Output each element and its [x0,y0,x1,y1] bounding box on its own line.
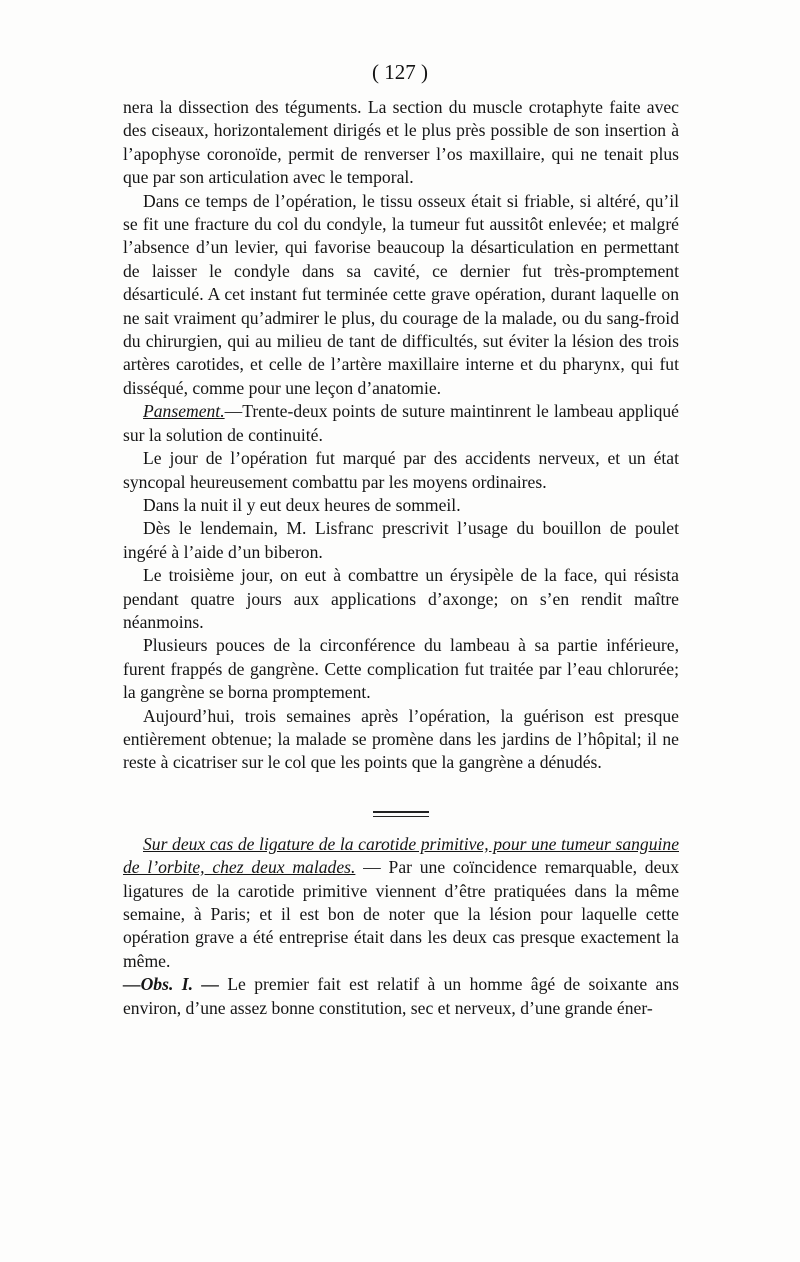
pansement-text: —Trente-deux points de suture maintinrent le lambeau appliqué sur la solution de continuité. [123,401,679,445]
section-intro-text: — Par une coïncidence remarquable, deux ligatures de la carotide primitive viennent d’être pratiquées dans la même semaine, à Paris; et il est bon de noter que la lésion pour laquelle cette opération grave a été entreprise était dans les deux cas presque exactement la même. [123,857,679,971]
section-divider [373,811,429,813]
pansement-label: Pansement. [143,401,225,422]
paragraph-gangrene: Plusieurs pouces de la circonférence du lambeau à sa partie inférieure, furent frappés de gangrène. Cette complication fut traitée par l’eau chlorurée; la gangrène se borna promptement. [123,635,679,703]
paragraph-dissection: nera la dissection des téguments. La section du muscle crotaphyte faite avec des ciseaux, horizontalement dirigés et le plus près possible de son insertion à l’apophyse coronoïde, permit de renverser l’os maxillaire, qui ne tenait plus que par son articulation avec le temporal. [123,97,679,188]
paragraph-erysipele: Le troisième jour, on eut à combattre un érysipèle de la face, qui résista pendant quatre jours aux applications d’axonge; on s’en rendit maître néanmoins. [123,565,679,632]
paragraph-lendemain: Dès le lendemain, M. Lisfranc prescrivit l’usage du bouillon de poulet ingéré à l’aide d’un biberon. [123,518,679,562]
paragraph-guerison: Aujourd’hui, trois semaines après l’opération, la guérison est presque entièrement obtenue; la malade se promène dans les jardins de l’hôpital; il ne reste à cicatriser sur le col que les points que la gangrène a dénudés. [123,705,679,773]
paragraph-observation-one [123,973,679,1020]
paragraph-operation: Dans ce temps de l’opération, le tissu osseux était si friable, si altéré, qu’il se fit une fracture du col du condyle, la tumeur fut aussitôt enlevée; et malgré l’absence d’un levier, qui favorise beaucoup la désarticulation en permettant de laisser le condyle dans sa cavité, ce dernier fut très-promptement désarticulé. A cet instant fut terminée cette grave opération, durant laquelle on ne sait vraiment qu’admirer le plus, du courage de la malade, ou du sang-froid du chirurgien, qui au milieu de tant de difficultés, sut éviter la lésion des trois artères carotides, et celle de l’artère maxillaire interne et du pharynx, qui fut disséqué, comme pour une leçon d’anatomie. [123,190,679,398]
page-number: ( 127 ) [372,60,428,84]
paragraph-accidents: Le jour de l’opération fut marqué par des accidents nerveux, et un état syncopal heureusement combattu par les moyens ordinaires. [123,448,679,492]
section-heading-carotide [123,833,679,973]
paragraph-pansement [123,400,679,447]
paragraph-sommeil: Dans la nuit il y eut deux heures de sommeil. [143,494,461,515]
observation-label: —Obs. I. — [123,974,219,995]
section-title: Sur deux cas de ligature de la carotide primitive, pour une tumeur sanguine de l’orbite, chez deux malades. [123,833,679,878]
observation-text: Le premier fait est relatif à un homme âgé de soixante ans environ, d’une assez bonne constitution, sec et nerveux, d’une grande éner- [123,974,679,1018]
body-text [123,96,679,1020]
